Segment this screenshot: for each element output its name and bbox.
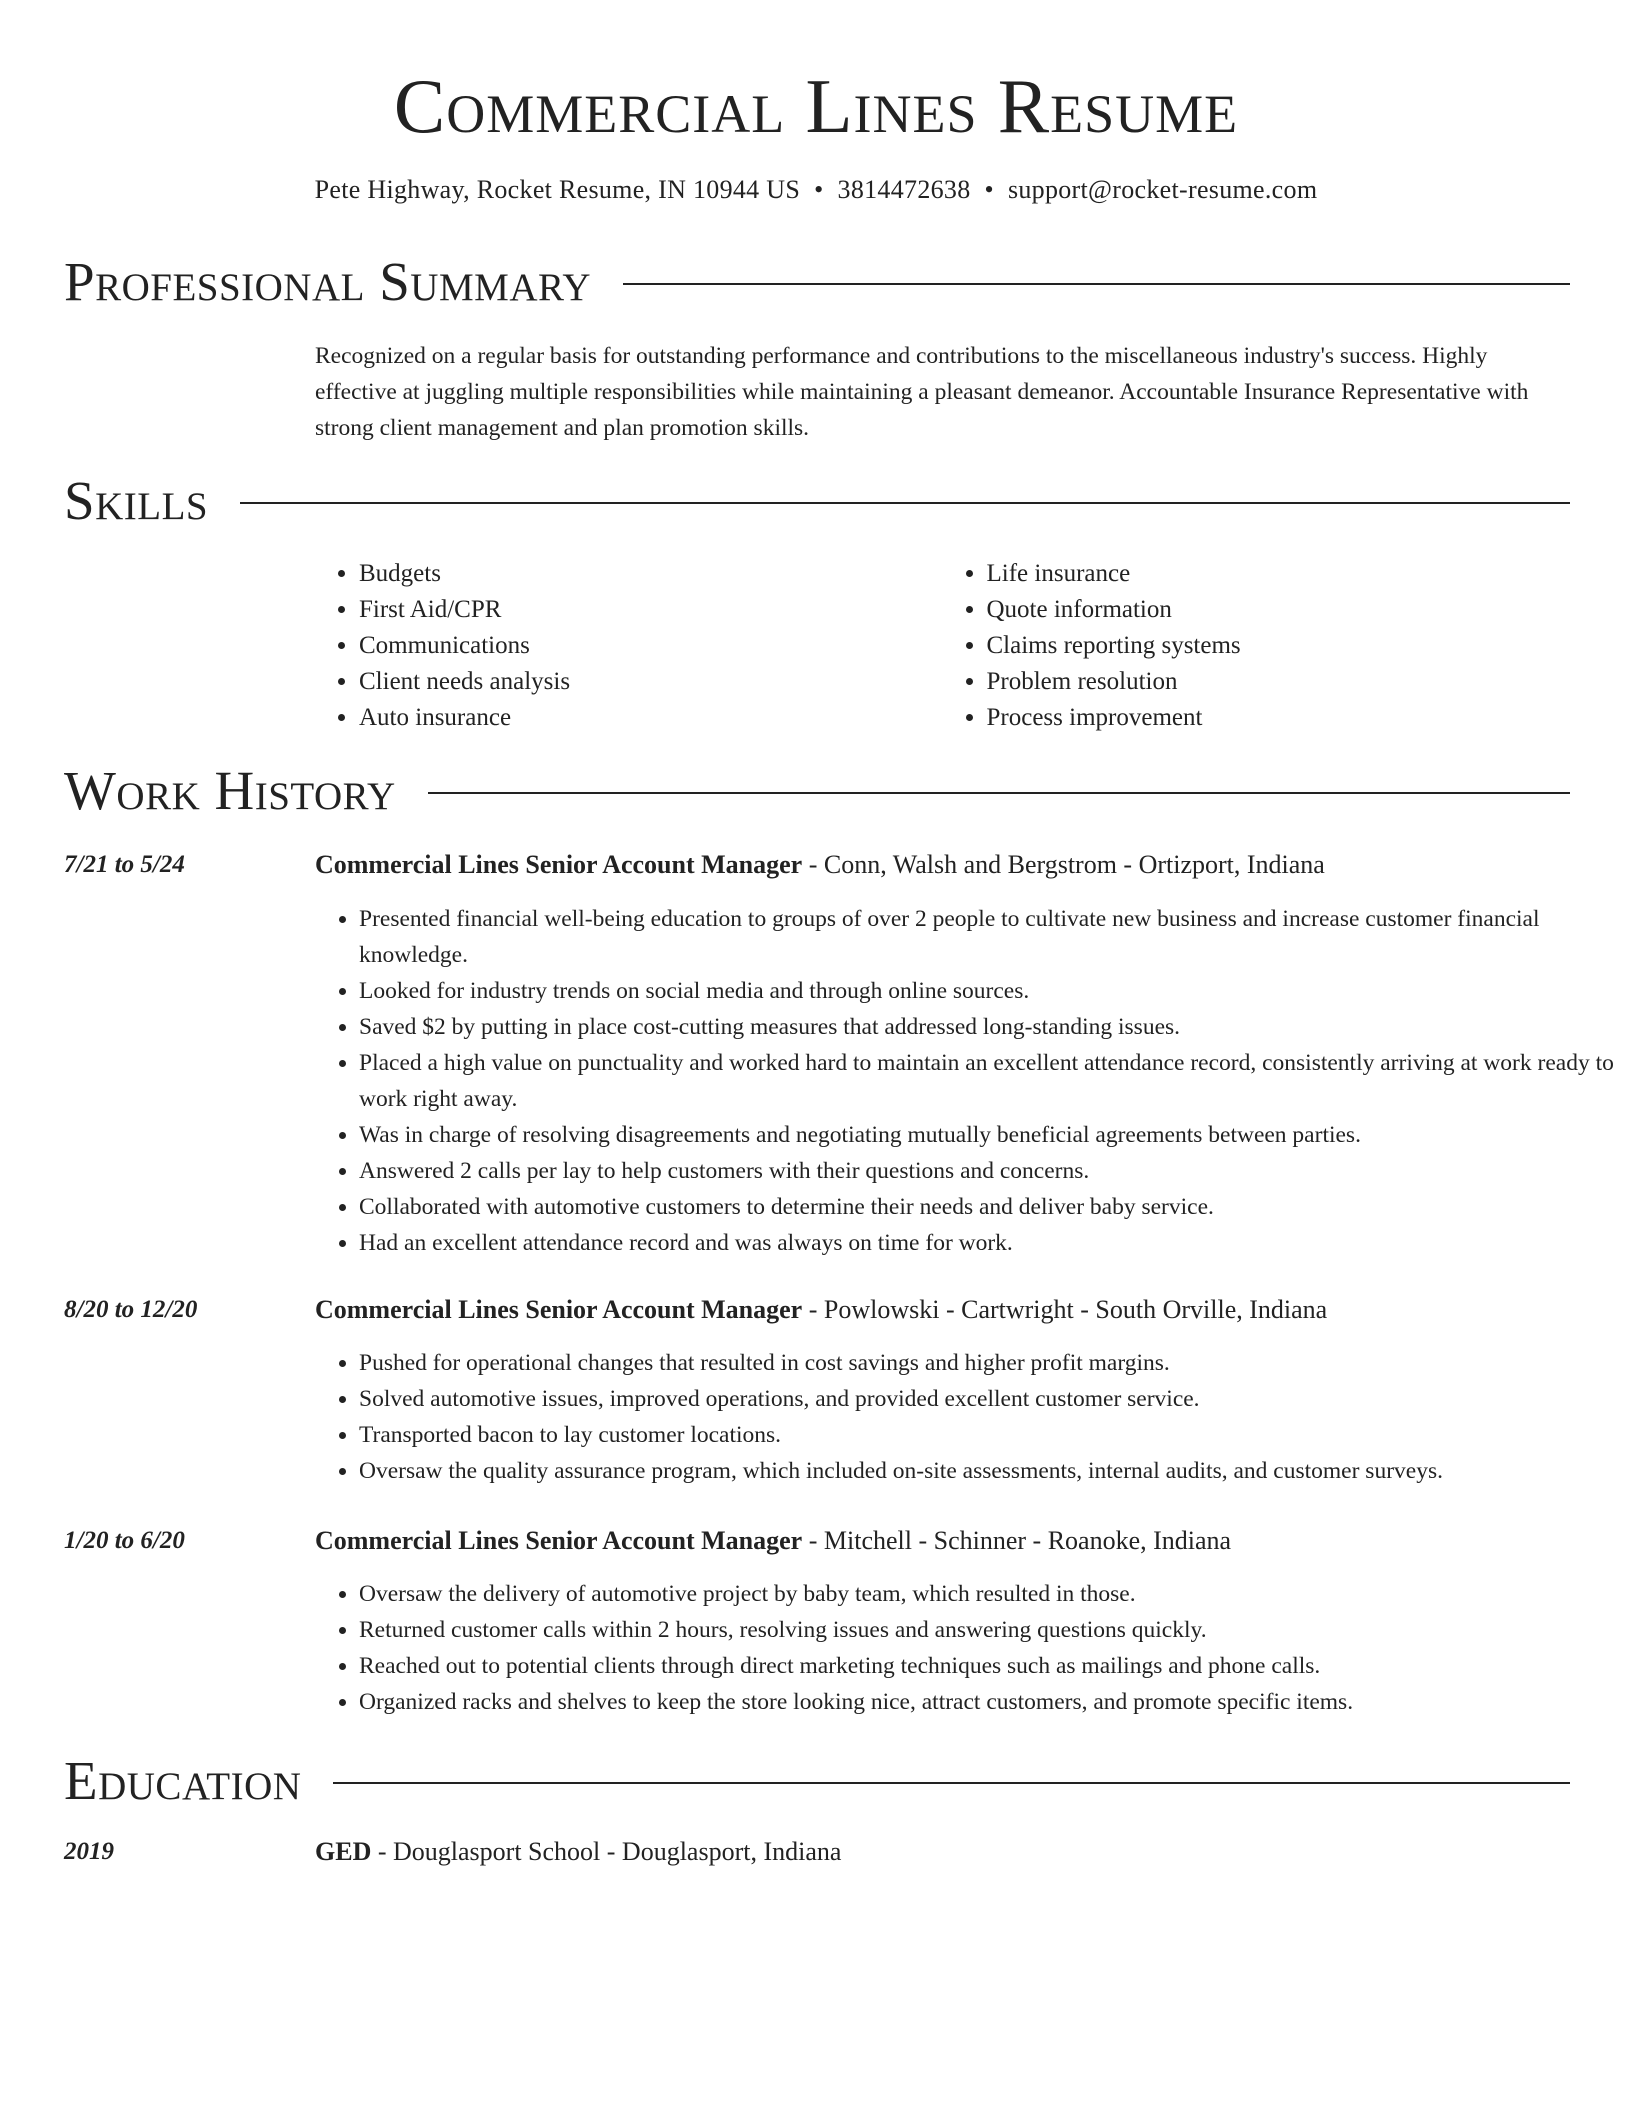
summary-text: Recognized on a regular basis for outstanding performance and contributions to the miscellaneous industry's success. Highly effective at juggling multiple responsibilities while maintaining a pleasant demeanor. Accountable Insurance Representative with strong client management and plan promotion skills. (315, 343, 1529, 441)
job-bullet: • Pushed for operational changes that resulted in cost savings and higher profit margins. (359, 1345, 1614, 1381)
skill-item: • Problem resolution (987, 664, 1571, 700)
resume-title: Commercial Lines Resume (393, 63, 1239, 149)
skill-item: • Client needs analysis (359, 664, 943, 700)
job-role: Commercial Lines Senior Account Manager (315, 850, 803, 879)
section-divider (333, 1782, 1570, 1784)
job-employer: - Mitchell - Schinner - Roanoke, Indiana (802, 1526, 1232, 1555)
education-section-header (64, 1748, 1570, 1814)
education-year: 2019 (64, 1838, 114, 1865)
job-dates: 1/20 to 6/20 (64, 1527, 185, 1554)
job-title-line (315, 1523, 1570, 1559)
job-title-line (315, 1292, 1570, 1328)
contact-separator: • (814, 175, 824, 204)
education-degree: GED (315, 1837, 372, 1866)
job-employer: - Conn, Walsh and Bergstrom - Ortizport, Indiana (802, 850, 1325, 879)
skill-item: • Process improvement (987, 700, 1571, 736)
job-bullet: • Answered 2 calls per lay to help customers with their questions and concerns. (359, 1153, 1614, 1189)
work-section-header (64, 758, 1570, 824)
education-heading: Education (64, 1750, 302, 1811)
contact-address: Pete Highway, Rocket Resume, IN 10944 US (314, 175, 801, 204)
job-bullet: • Presented financial well-being education to groups of over 2 people to cultivate new business and increase customer financial knowledge. (359, 901, 1614, 973)
contact-line (0, 172, 1632, 208)
job-bullets (315, 1345, 1614, 1489)
skill-item: • Claims reporting systems (987, 628, 1571, 664)
skill-item: • Auto insurance (359, 700, 943, 736)
job-bullet: • Oversaw the delivery of automotive project by baby team, which resulted in those. (359, 1576, 1614, 1612)
section-divider (428, 792, 1570, 794)
job-bullet: • Returned customer calls within 2 hours, resolving issues and answering questions quickly. (359, 1612, 1614, 1648)
work-heading: Work History (64, 760, 396, 821)
job-bullet: • Organized racks and shelves to keep the store looking nice, attract customers, and promote specific items. (359, 1684, 1614, 1720)
summary-section-header (64, 249, 1570, 315)
skill-item: • Budgets (359, 556, 943, 592)
job-bullet: • Collaborated with automotive customers to determine their needs and deliver baby service. (359, 1189, 1614, 1225)
job-dates: 7/21 to 5/24 (64, 851, 185, 878)
job-role: Commercial Lines Senior Account Manager (315, 1295, 803, 1324)
contact-phone: 3814472638 (837, 175, 971, 204)
job-title-line (315, 847, 1570, 883)
job-bullet: • Saved $2 by putting in place cost-cutting measures that addressed long-standing issues. (359, 1009, 1614, 1045)
job-bullet: • Solved automotive issues, improved operations, and provided excellent customer service. (359, 1381, 1614, 1417)
skill-item: • Life insurance (987, 556, 1571, 592)
education-school: - Douglasport School - Douglasport, Indiana (371, 1837, 842, 1866)
skill-item: • Quote information (987, 592, 1571, 628)
job-bullet: • Was in charge of resolving disagreements and negotiating mutually beneficial agreements between parties. (359, 1117, 1614, 1153)
job-bullet: • Placed a high value on punctuality and worked hard to maintain an excellent attendance record, consistently arriving at work ready to work right away. (359, 1045, 1614, 1117)
skills-list (315, 556, 1570, 736)
section-divider (623, 283, 1570, 285)
skills-heading: Skills (64, 470, 209, 531)
contact-email: support@rocket-resume.com (1007, 175, 1318, 204)
job-bullets (315, 901, 1614, 1261)
job-employer: - Powlowski - Cartwright - South Orville, Indiana (802, 1295, 1328, 1324)
job-bullet: • Reached out to potential clients through direct marketing techniques such as mailings and phone calls. (359, 1648, 1614, 1684)
summary-heading: Professional Summary (64, 251, 592, 312)
education-line (315, 1834, 1570, 1870)
job-bullet: • Looked for industry trends on social media and through online sources. (359, 973, 1614, 1009)
skill-item: • First Aid/CPR (359, 592, 943, 628)
job-bullet: • Oversaw the quality assurance program, which included on-site assessments, internal audits, and customer surveys. (359, 1453, 1614, 1489)
contact-separator: • (984, 175, 994, 204)
skill-item: • Communications (359, 628, 943, 664)
job-bullet: • Had an excellent attendance record and was always on time for work. (359, 1225, 1614, 1261)
skills-column-left (315, 556, 943, 736)
skills-section-header (64, 468, 1570, 534)
job-bullets (315, 1576, 1614, 1720)
job-role: Commercial Lines Senior Account Manager (315, 1526, 803, 1555)
skills-column-right (943, 556, 1571, 736)
section-divider (240, 502, 1570, 504)
job-dates: 8/20 to 12/20 (64, 1296, 198, 1323)
job-bullet: • Transported bacon to lay customer locations. (359, 1417, 1614, 1453)
